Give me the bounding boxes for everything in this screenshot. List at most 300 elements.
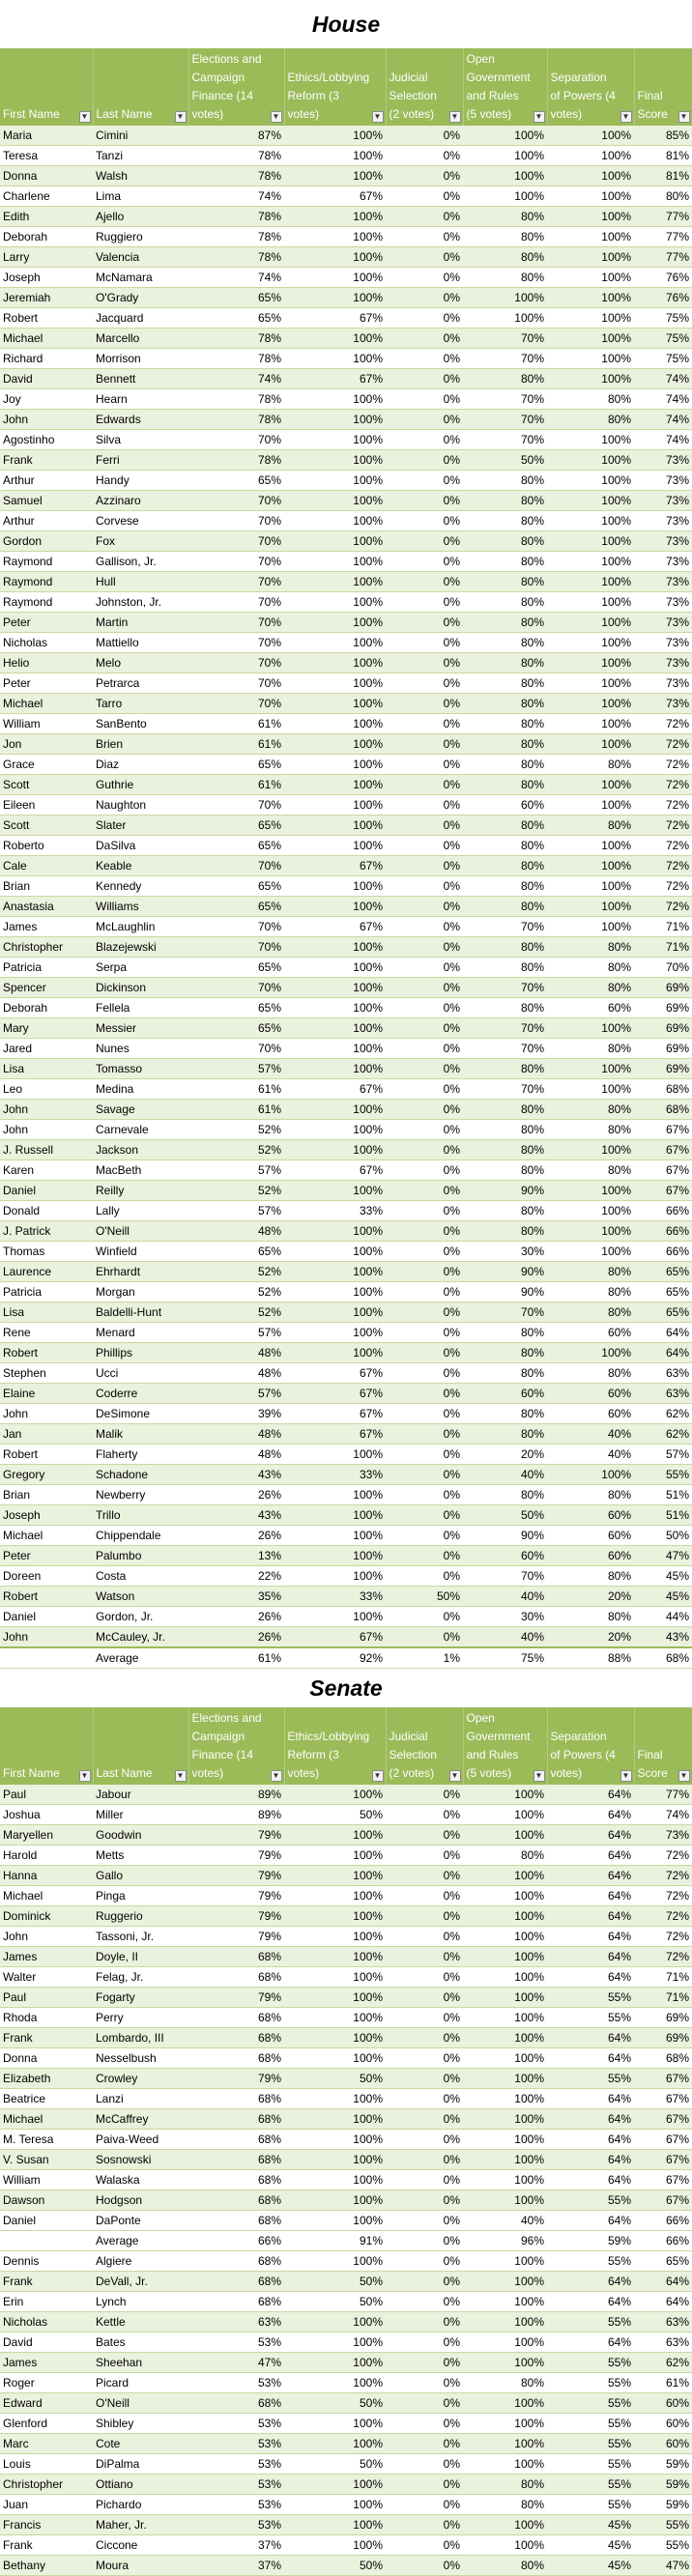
table-cell: 0% [386,613,463,633]
table-cell: Fogarty [93,1988,188,2008]
table-cell: 55% [547,1988,634,2008]
table-row [0,897,692,917]
table-cell: 68% [188,2028,284,2048]
table-row [0,1627,692,1648]
table-row [0,2373,692,2393]
table-cell: Michael [0,694,93,714]
table-cell: 0% [386,2333,463,2353]
table-cell: 48% [188,1445,284,1465]
table-cell: 53% [188,2454,284,2475]
table-cell: 50% [386,1587,463,1607]
table-cell: Newberry [93,1485,188,1505]
table-cell: 60% [634,2434,692,2454]
table-cell: 30% [463,1242,547,1262]
table-cell: 80% [463,572,547,592]
table-cell: Agostinho [0,430,93,450]
table-cell: Frank [0,2028,93,2048]
table-cell: 0% [386,186,463,207]
table-cell: 100% [547,308,634,329]
table-row [0,978,692,998]
table-cell: 0% [386,2312,463,2333]
table-cell: Medina [93,1079,188,1100]
table-cell: 100% [547,1059,634,1079]
table-cell: 100% [284,2251,386,2272]
table-cell: 73% [634,1825,692,1846]
filter-dropdown-icon[interactable]: ▼ [449,1770,461,1782]
table-cell: 64% [547,1967,634,1988]
table-row [0,2515,692,2535]
table-cell: 78% [188,166,284,186]
table-cell: 0% [386,673,463,694]
table-cell: 68% [188,1947,284,1967]
table-cell: Dickinson [93,978,188,998]
table-cell: 0% [386,1465,463,1485]
table-row [0,592,692,613]
table-cell: 100% [284,2353,386,2373]
table-row [0,1343,692,1363]
table-cell: 72% [634,1886,692,1906]
table-cell: 79% [188,1927,284,1947]
table-cell: 69% [634,998,692,1018]
table-cell: Miller [93,1805,188,1825]
table-cell: William [0,2170,93,2190]
column-header [0,48,93,126]
table-cell: 70% [463,1079,547,1100]
table-cell: Karen [0,1160,93,1181]
table-row [0,1100,692,1120]
table-cell: 43% [634,1627,692,1648]
table-cell: 57% [188,1059,284,1079]
table-cell: William [0,714,93,734]
table-cell: 80% [463,1100,547,1120]
table-cell: 68% [188,2089,284,2109]
table-cell: 80% [463,247,547,268]
table-cell: 100% [284,268,386,288]
table-cell: 75% [634,349,692,369]
table-cell: 64% [547,2170,634,2190]
table-cell: Christopher [0,937,93,958]
table-cell: Edward [0,2393,93,2414]
filter-dropdown-icon[interactable]: ▼ [449,111,461,123]
table-cell: 80% [463,491,547,511]
table-cell: 92% [284,1647,386,1669]
table-cell: Goodwin [93,1825,188,1846]
table-cell: 80% [547,1262,634,1282]
table-cell: Hanna [0,1866,93,1886]
table-cell: 0% [386,2130,463,2150]
table-row [0,1404,692,1424]
table-cell: 0% [386,268,463,288]
table-cell: 66% [634,1242,692,1262]
table-cell: 80% [463,1323,547,1343]
table-cell: 100% [463,2414,547,2434]
table-cell: 65% [634,1262,692,1282]
table-cell: 73% [634,592,692,613]
table-cell: 0% [386,694,463,714]
column-header-label: Elections and Campaign Finance (14 votes) [191,52,262,121]
table-cell: 74% [634,1805,692,1825]
table-cell: 70% [463,329,547,349]
table-cell: 100% [284,430,386,450]
filter-dropdown-icon[interactable]: ▼ [79,111,91,123]
table-cell: 80% [463,1485,547,1505]
table-cell: 59% [547,2231,634,2251]
table-cell: 100% [463,2251,547,2272]
table-cell: 0% [386,2535,463,2556]
table-cell: 87% [188,126,284,146]
table-cell: 67% [284,1079,386,1100]
table-cell: 67% [284,856,386,876]
table-cell: 100% [284,1120,386,1140]
table-cell: Joy [0,389,93,410]
table-row [0,1947,692,1967]
table-cell: Slater [93,816,188,836]
table-cell: 100% [463,2535,547,2556]
table-cell: Peter [0,613,93,633]
table-cell: Blazejewski [93,937,188,958]
table-cell: 100% [284,1505,386,1526]
table-row [0,268,692,288]
table-cell: 52% [188,1262,284,1282]
table-cell: 0% [386,1343,463,1363]
table-cell: 0% [386,1866,463,1886]
table-cell: 79% [188,1866,284,1886]
table-cell: 40% [463,2211,547,2231]
table-cell: Leo [0,1079,93,1100]
filter-dropdown-icon[interactable]: ▼ [175,1770,187,1782]
table-cell: 100% [284,1181,386,1201]
table-cell: Jabour [93,1785,188,1805]
table-cell: 77% [634,247,692,268]
table-cell: 74% [188,268,284,288]
table-cell: 100% [463,2089,547,2109]
table-cell: 67% [284,308,386,329]
column-header [463,48,547,126]
table-cell: Gordon, Jr. [93,1607,188,1627]
table-cell: 100% [284,836,386,856]
table-cell: 100% [547,349,634,369]
table-cell: 0% [386,653,463,673]
table-cell: 0% [386,836,463,856]
column-header-label: Open Government and Rules (5 votes) [466,52,531,121]
table-row [0,1424,692,1445]
filter-dropdown-icon[interactable]: ▼ [620,111,632,123]
table-cell: 0% [386,714,463,734]
table-cell: 80% [463,552,547,572]
table-cell: 0% [386,1886,463,1906]
table-cell: 80% [463,775,547,795]
table-cell: 79% [188,1906,284,1927]
table-cell: 100% [284,471,386,491]
table-cell: 100% [284,207,386,227]
filter-dropdown-icon[interactable]: ▼ [79,1770,91,1782]
table-cell: Corvese [93,511,188,531]
table-row [0,775,692,795]
table-cell: Maryellen [0,1825,93,1846]
table-row [0,552,692,572]
table-cell: 100% [547,795,634,816]
table-cell: 72% [634,1947,692,1967]
table-cell: Dominick [0,1906,93,1927]
table-cell: John [0,1927,93,1947]
table-cell: 47% [188,2353,284,2373]
table-row [0,1846,692,1866]
table-cell: 0% [386,308,463,329]
table-cell: Diaz [93,755,188,775]
table-cell: 50% [463,450,547,471]
filter-dropdown-icon[interactable]: ▼ [372,111,384,123]
table-cell: 0% [386,958,463,978]
table-cell: Bethany [0,2556,93,2576]
table-row [0,410,692,430]
table-cell: James [0,917,93,937]
senate-header-row [0,1707,692,1785]
table-cell: 80% [547,410,634,430]
filter-dropdown-icon[interactable]: ▼ [271,111,282,123]
table-cell: 61% [188,1647,284,1669]
table-row [0,998,692,1018]
filter-dropdown-icon[interactable]: ▼ [175,111,187,123]
table-cell: 0% [386,369,463,389]
table-cell: Ucci [93,1363,188,1384]
table-cell: 74% [634,369,692,389]
table-cell: 0% [386,1140,463,1160]
table-cell: 0% [386,227,463,247]
table-cell: Lisa [0,1059,93,1079]
table-cell: 0% [386,1805,463,1825]
table-cell: Watson [93,1587,188,1607]
table-cell: 0% [386,2069,463,2089]
table-cell: 100% [463,2353,547,2373]
table-cell: 66% [634,2231,692,2251]
table-cell: 0% [386,1181,463,1201]
table-cell: Thomas [0,1242,93,1262]
table-cell: 75% [634,308,692,329]
table-cell: Tarro [93,694,188,714]
table-cell: 55% [634,2535,692,2556]
table-cell: 0% [386,2048,463,2069]
table-cell: 53% [188,2515,284,2535]
table-cell: 100% [284,1445,386,1465]
table-cell: 100% [463,1825,547,1846]
table-cell: 67% [634,2130,692,2150]
table-row [0,471,692,491]
table-cell: 70% [188,592,284,613]
table-row [0,1059,692,1079]
table-cell: 100% [547,227,634,247]
table-cell: 80% [547,755,634,775]
table-cell: 100% [284,1018,386,1039]
table-cell: 64% [634,2292,692,2312]
table-cell: McNamara [93,268,188,288]
table-cell: 100% [284,2109,386,2130]
table-cell: Joshua [0,1805,93,1825]
table-cell: 100% [547,369,634,389]
table-cell: 100% [284,816,386,836]
table-cell: 0% [386,2393,463,2414]
table-row [0,1079,692,1100]
table-cell: Erin [0,2292,93,2312]
table-cell: Ajello [93,207,188,227]
table-cell: 55% [547,2190,634,2211]
table-cell: 67% [284,1404,386,1424]
table-cell: 0% [386,166,463,186]
sort-descending-icon[interactable]: ▼ [678,1770,690,1782]
table-cell: McCauley, Jr. [93,1627,188,1648]
table-cell: Average [93,2231,188,2251]
table-cell: 70% [188,856,284,876]
filter-dropdown-icon[interactable]: ▼ [620,1770,632,1782]
average-row [0,1647,692,1669]
table-cell: Arthur [0,471,93,491]
table-cell: Lynch [93,2292,188,2312]
table-cell: 47% [634,2556,692,2576]
table-cell: 80% [547,958,634,978]
table-cell: Larry [0,247,93,268]
table-cell: Keable [93,856,188,876]
table-cell: 50% [463,1505,547,1526]
average-row [0,2231,692,2251]
table-cell: 100% [284,2211,386,2231]
table-cell: 100% [463,166,547,186]
table-cell: Lanzi [93,2089,188,2109]
table-cell: 80% [463,1140,547,1160]
table-cell: 100% [547,1242,634,1262]
table-cell: 100% [284,247,386,268]
table-cell: 80% [463,1201,547,1221]
table-row [0,2393,692,2414]
table-cell: 64% [547,2272,634,2292]
table-cell: 77% [634,227,692,247]
table-cell: 68% [188,1967,284,1988]
table-cell: Valencia [93,247,188,268]
filter-dropdown-icon[interactable]: ▼ [372,1770,384,1782]
table-cell: Kennedy [93,876,188,897]
table-row [0,207,692,227]
table-cell: 67% [634,2170,692,2190]
table-cell: 0% [386,1018,463,1039]
table-cell: 77% [634,207,692,227]
table-cell: 40% [547,1424,634,1445]
table-cell: 100% [547,126,634,146]
table-cell: 20% [463,1445,547,1465]
table-cell: Paiva-Weed [93,2130,188,2150]
table-row [0,531,692,552]
table-cell: 73% [634,531,692,552]
table-cell: 70% [188,511,284,531]
column-header-label: Elections and Campaign Finance (14 votes) [191,1711,262,1780]
table-cell: 100% [284,410,386,430]
table-cell: 100% [463,1886,547,1906]
table-cell: 64% [547,1805,634,1825]
sort-descending-icon[interactable]: ▼ [678,111,690,123]
table-cell: Trillo [93,1505,188,1526]
table-cell: 74% [634,410,692,430]
table-cell: 72% [634,1927,692,1947]
table-cell: 78% [188,349,284,369]
table-cell: Stephen [0,1363,93,1384]
table-cell: 80% [463,2373,547,2393]
filter-dropdown-icon[interactable]: ▼ [533,1770,545,1782]
table-cell: MacBeth [93,1160,188,1181]
senate-title: Senate [309,1674,383,1701]
table-row [0,734,692,755]
table-cell: Robert [0,308,93,329]
table-cell: 65% [188,816,284,836]
table-cell: 0% [386,247,463,268]
table-cell: 100% [284,1988,386,2008]
table-cell: 0% [386,816,463,836]
table-cell: 0% [386,1242,463,1262]
filter-dropdown-icon[interactable]: ▼ [533,111,545,123]
table-cell: Rene [0,1323,93,1343]
table-cell: 0% [386,552,463,572]
table-cell: Winfield [93,1242,188,1262]
table-cell: 80% [634,186,692,207]
table-cell: 26% [188,1607,284,1627]
table-cell: 45% [547,2556,634,2576]
table-cell: Carnevale [93,1120,188,1140]
column-header-label: Last Name [96,1766,153,1780]
table-cell: 0% [386,795,463,816]
table-cell: 57% [188,1201,284,1221]
table-cell: Glenford [0,2414,93,2434]
table-cell: 100% [284,1607,386,1627]
table-row [0,1302,692,1323]
table-cell: 66% [634,2211,692,2231]
table-cell: 100% [547,633,634,653]
table-row [0,856,692,876]
table-cell: 0% [386,1505,463,1526]
table-cell: 33% [284,1201,386,1221]
table-cell: 80% [547,1039,634,1059]
table-cell: 100% [547,268,634,288]
table-cell: Elizabeth [0,2069,93,2089]
table-row [0,1988,692,2008]
table-cell: 60% [547,998,634,1018]
table-cell: 55% [547,2312,634,2333]
table-cell: 0% [386,978,463,998]
table-cell: Mattiello [93,633,188,653]
table-cell: 22% [188,1566,284,1587]
table-cell: 90% [463,1282,547,1302]
table-cell: James [0,1947,93,1967]
table-cell: 0% [386,633,463,653]
filter-dropdown-icon[interactable]: ▼ [271,1770,282,1782]
table-cell: 68% [188,2130,284,2150]
table-cell: 100% [284,592,386,613]
table-cell: 64% [547,2211,634,2231]
table-cell: 70% [463,349,547,369]
table-cell: 100% [547,734,634,755]
table-cell: 0% [386,1566,463,1587]
table-cell: 100% [547,186,634,207]
table-cell: 13% [188,1546,284,1566]
table-cell: 72% [634,1906,692,1927]
table-cell: 61% [188,734,284,755]
table-cell: 45% [547,2515,634,2535]
table-cell: 50% [634,1526,692,1546]
table-cell: 52% [188,1120,284,1140]
table-cell: 80% [463,1424,547,1445]
table-row [0,2008,692,2028]
table-cell: 72% [634,856,692,876]
table-cell: 50% [284,2393,386,2414]
table-cell: 67% [284,1363,386,1384]
table-cell: Moura [93,2556,188,2576]
table-cell: 64% [547,2048,634,2069]
table-cell: Sheehan [93,2353,188,2373]
